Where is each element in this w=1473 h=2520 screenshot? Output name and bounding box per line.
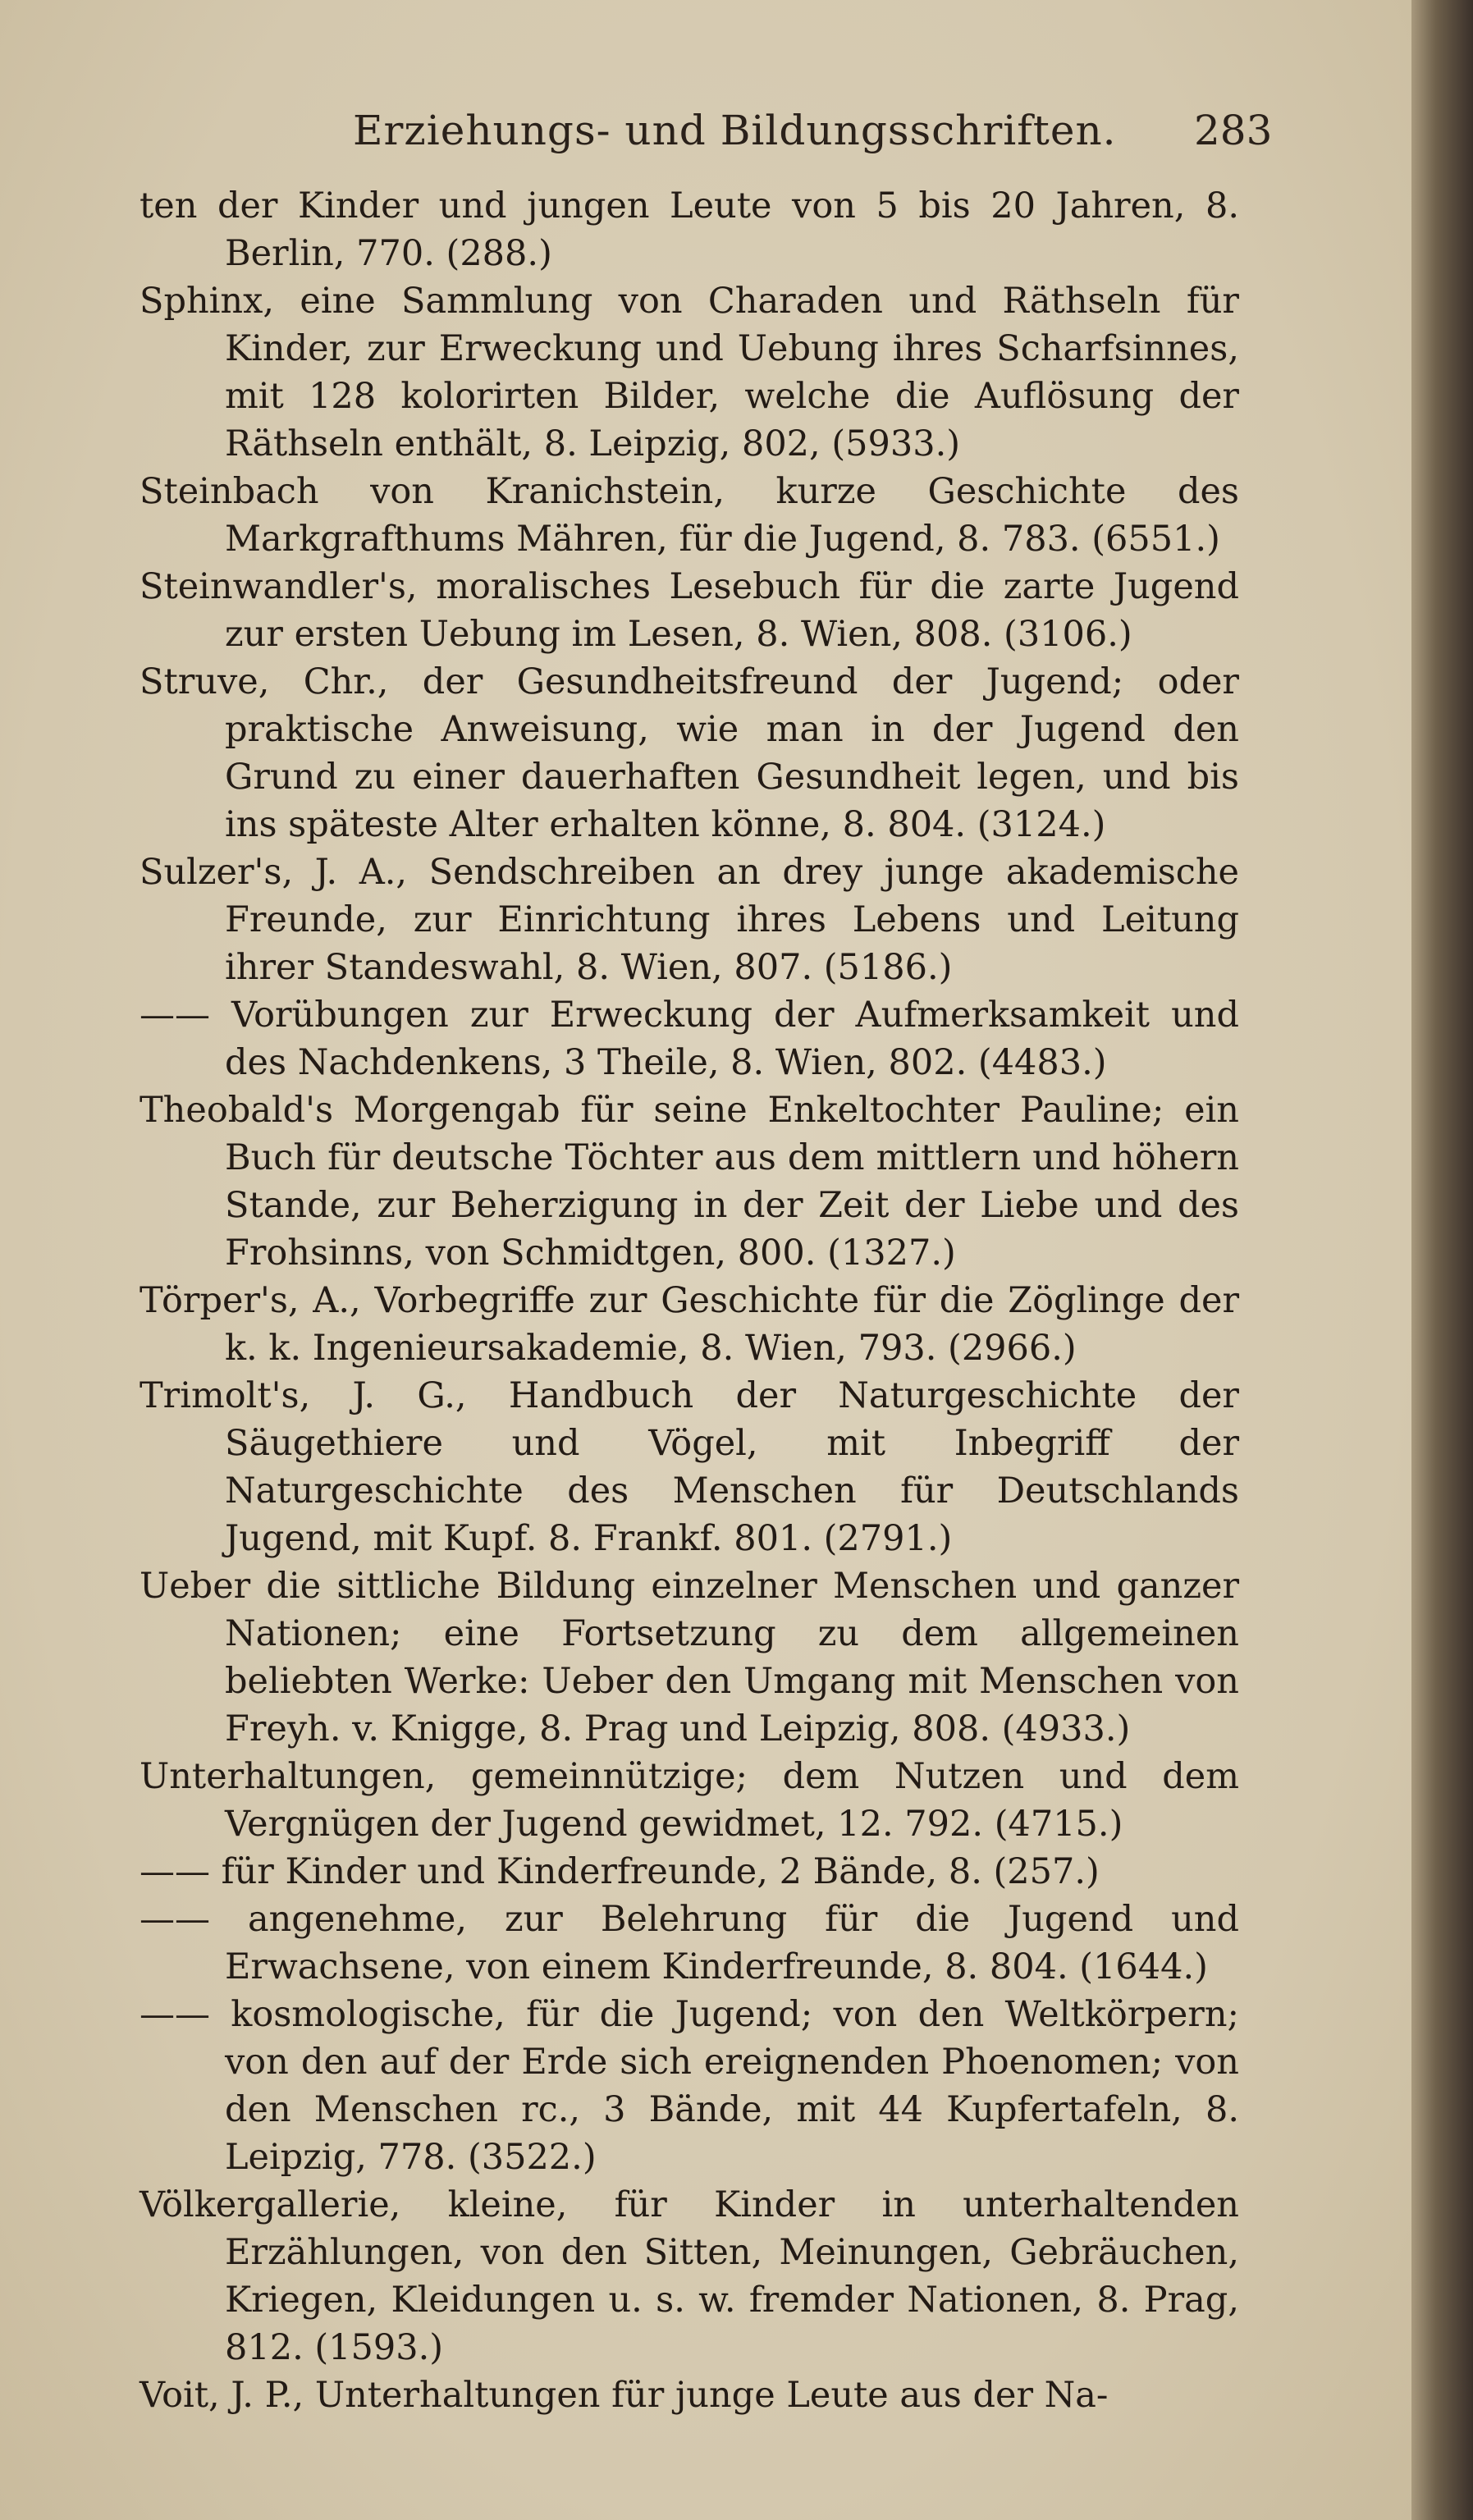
catalog-entry: —— Vorübungen zur Erweckung der Aufmerksamkeit und des Nachdenkens, 3 Theile, 8. Wien, 802. (4483.) bbox=[140, 995, 1239, 1083]
page-number: 283 bbox=[1194, 107, 1273, 154]
catalog-entry: —— für Kinder und Kinderfreunde, 2 Bände, 8. (257.) bbox=[140, 1851, 1100, 1892]
catalog-entry: Törper's, A., Vorbegriffe zur Geschichte für die Zöglinge der k. k. Ingenieursakademie, 8. Wien, 793. (2966.) bbox=[140, 1280, 1239, 1369]
catalog-entry: ten der Kinder und jungen Leute von 5 bis 20 Jahren, 8. Berlin, 770. (288.) bbox=[140, 185, 1239, 274]
catalog-entry: Theobald's Morgengab für seine Enkeltochter Pauline; ein Buch für deutsche Töchter aus dem mittlern und höhern Stande, zur Beherzigung in der Zeit der Liebe und des Frohsinns, von Schmidtgen, 800. (1327.) bbox=[140, 1090, 1239, 1274]
catalog-entries bbox=[140, 182, 1239, 2419]
catalog-entry: Unterhaltungen, gemeinnützige; dem Nutzen und dem Vergnügen der Jugend gewidmet, 12. 792. (4715.) bbox=[140, 1756, 1239, 1845]
catalog-entry: —— kosmologische, für die Jugend; von den Weltkörpern; von den auf der Erde sich ereignenden Phoenomen; von den Menschen rc., 3 Bände, mit 44 Kupfertafeln, 8. Leipzig, 778. (3522.) bbox=[140, 1994, 1239, 2178]
running-head: Erziehungs- und Bildungsschriften. bbox=[353, 107, 1117, 154]
catalog-entry: Steinwandler's, moralisches Lesebuch für die zarte Jugend zur ersten Uebung im Lesen, 8. Wien, 808. (3106.) bbox=[140, 566, 1239, 655]
catalog-entry: —— angenehme, zur Belehrung für die Jugend und Erwachsene, von einem Kinderfreunde, 8. 804. (1644.) bbox=[140, 1899, 1239, 1987]
catalog-entry: Steinbach von Kranichstein, kurze Geschichte des Markgrafthums Mähren, für die Jugend, 8. 783. (6551.) bbox=[140, 471, 1239, 560]
catalog-entry: Struve, Chr., der Gesundheitsfreund der Jugend; oder praktische Anweisung, wie man in der Jugend den Grund zu einer dauerhaften Gesundheit legen, und bis ins späteste Alter erhalten könne, 8. 804. (3124.) bbox=[140, 661, 1239, 845]
page-edge bbox=[1411, 0, 1473, 2520]
catalog-entry: Trimolt's, J. G., Handbuch der Naturgeschichte der Säugethiere und Vögel, mit Inbegriff der Naturgeschichte des Menschen für Deutschlands Jugend, mit Kupf. 8. Frankf. 801. (2791.) bbox=[140, 1375, 1239, 1559]
page-header bbox=[0, 107, 1411, 172]
catalog-entry: Sphinx, eine Sammlung von Charaden und Räthseln für Kinder, zur Erweckung und Uebung ihres Scharfsinnes, mit 128 kolorirten Bilder, welche die Auflösung der Räthseln enthält, 8. Leipzig, 802, (5933.) bbox=[140, 281, 1239, 464]
catalog-entry: Ueber die sittliche Bildung einzelner Menschen und ganzer Nationen; eine Fortsetzung zu dem allgemeinen beliebten Werke: Ueber den Umgang mit Menschen von Freyh. v. Knigge, 8. Prag und Leipzig, 808. (4933.) bbox=[140, 1566, 1239, 1749]
catalog-entry: Voit, J. P., Unterhaltungen für junge Leute aus der Na- bbox=[140, 2375, 1109, 2416]
catalog-entry: Sulzer's, J. A., Sendschreiben an drey junge akademische Freunde, zur Einrichtung ihres Lebens und Leitung ihrer Standeswahl, 8. Wien, 807. (5186.) bbox=[140, 852, 1239, 988]
catalog-entry: Völkergallerie, kleine, für Kinder in unterhaltenden Erzählungen, von den Sitten, Meinungen, Gebräuchen, Kriegen, Kleidungen u. s. w. fremder Nationen, 8. Prag, 812. (1593.) bbox=[140, 2184, 1239, 2368]
